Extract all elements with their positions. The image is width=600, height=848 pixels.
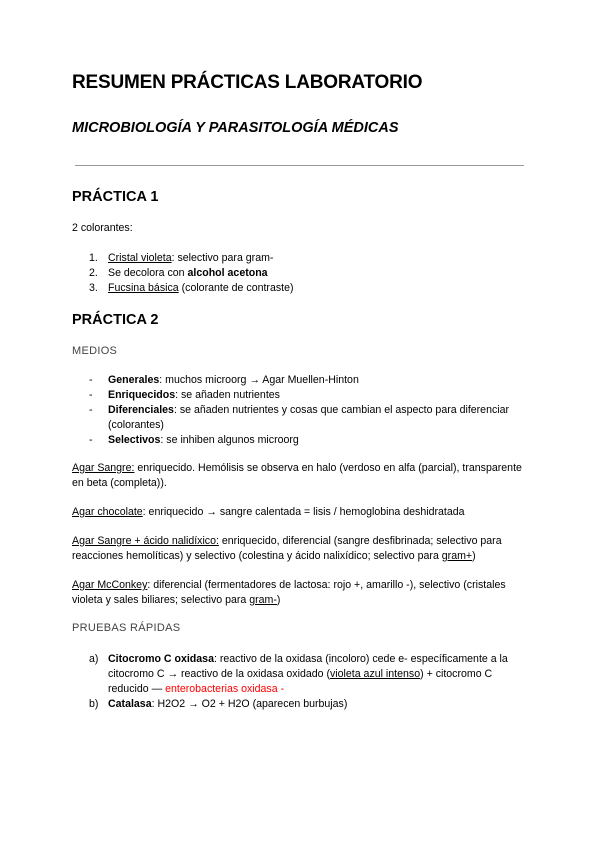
- list-marker: -: [89, 404, 93, 416]
- agar-term: Agar Sangre + ácido nalidíxico:: [72, 535, 219, 547]
- bold-term: Generales: [108, 374, 160, 386]
- list-marker: a): [89, 653, 99, 665]
- item-text: (colorante de contraste): [178, 282, 294, 294]
- document-title: RESUMEN PRÁCTICAS LABORATORIO: [72, 72, 423, 93]
- item-text: : H2O2 → O2 + H2O (aparecen burbujas): [151, 698, 348, 710]
- gram-label: gram+: [441, 550, 473, 562]
- agar-text: : enriquecido → sangre calentada = lisis / hemoglobina deshidratada: [142, 506, 465, 518]
- list-item: [72, 388, 528, 403]
- list-item: [72, 281, 528, 296]
- bold-term: Diferenciales: [108, 404, 174, 416]
- gram-label: gram-: [249, 594, 277, 606]
- section-heading-practica-2: PRÁCTICA 2: [72, 312, 159, 328]
- agar-text: : diferencial (fermentadores de lactosa: rojo +, amarillo -), selectivo (cristales violeta y sales biliares; selectivo para: [72, 579, 506, 606]
- agar-mcconkey-paragraph: [72, 578, 528, 608]
- list-marker: 1.: [89, 252, 98, 264]
- list-item: [72, 266, 528, 281]
- horizontal-divider: [75, 165, 524, 166]
- list-item: [72, 251, 528, 266]
- list-marker: b): [89, 698, 99, 710]
- subheading-medios: MEDIOS: [72, 345, 118, 357]
- list-marker: 3.: [89, 282, 98, 294]
- term: Fucsina básica: [108, 282, 179, 294]
- agar-term: Agar Sangre:: [72, 462, 135, 474]
- item-text: : se añaden nutrientes y cosas que cambian el aspecto para diferenciar (colorantes): [108, 404, 510, 431]
- item-text: ) + citocromo C reducido —: [108, 668, 493, 695]
- list-item: [72, 652, 528, 697]
- list-marker: -: [89, 434, 93, 446]
- closing-paren: ): [276, 594, 281, 606]
- bold-term: Catalasa: [108, 698, 152, 710]
- agar-text: enriquecido. Hemólisis se observa en halo (verdoso en alfa (parcial), transparente en beta (completa)).: [72, 462, 522, 489]
- pruebas-list: [72, 652, 528, 712]
- list-item: [72, 433, 528, 448]
- term: Cristal violeta: [108, 252, 172, 264]
- document-subtitle: MICROBIOLOGÍA Y PARASITOLOGÍA MÉDICAS: [72, 120, 399, 136]
- bold-term: Selectivos: [108, 434, 161, 446]
- agar-term: Agar chocolate: [72, 506, 143, 518]
- medios-list: [72, 373, 528, 448]
- list-item: [72, 697, 528, 712]
- agar-chocolate-paragraph: [72, 505, 528, 520]
- list-item: [72, 373, 528, 388]
- highlighted-red-text: enterobacterias oxidasa -: [165, 683, 285, 695]
- agar-sangre-paragraph: [72, 461, 528, 491]
- list-item: [72, 403, 528, 433]
- subheading-pruebas-rapidas: PRUEBAS RÁPIDAS: [72, 622, 181, 634]
- closing-paren: ): [472, 550, 476, 562]
- item-text: : selectivo para gram-: [171, 252, 274, 264]
- item-text: : muchos microorg → Agar Muellen-Hinton: [159, 374, 359, 386]
- list-marker: 2.: [89, 267, 98, 279]
- item-text: : se añaden nutrientes: [175, 389, 280, 401]
- agar-text: enriquecido, diferencial (sangre desfibrinada; selectivo para reacciones hemolíticas) y selectivo (colestina y ácido nalixídico; selectivo para: [72, 535, 502, 562]
- agar-term: Agar McConkey: [72, 579, 148, 591]
- agar-sangre-nalidixico-paragraph: [72, 534, 528, 564]
- colorantes-list: [72, 251, 528, 296]
- underlined-text: violeta azul intenso: [329, 668, 421, 680]
- item-text: : se inhiben algunos microorg: [160, 434, 299, 446]
- bold-term: alcohol acetona: [187, 267, 268, 279]
- item-text: Se decolora con: [108, 267, 188, 279]
- colorantes-intro: 2 colorantes:: [72, 222, 133, 234]
- bold-term: Citocromo C oxidasa: [108, 653, 214, 665]
- item-text: : reactivo de la oxidasa (incoloro) cede e- específicamente a la citocromo C → reactivo de la oxidasa oxidado (: [108, 653, 508, 680]
- list-marker: -: [89, 389, 93, 401]
- bold-term: Enriquecidos: [108, 389, 176, 401]
- list-marker: -: [89, 374, 93, 386]
- section-heading-practica-1: PRÁCTICA 1: [72, 189, 159, 205]
